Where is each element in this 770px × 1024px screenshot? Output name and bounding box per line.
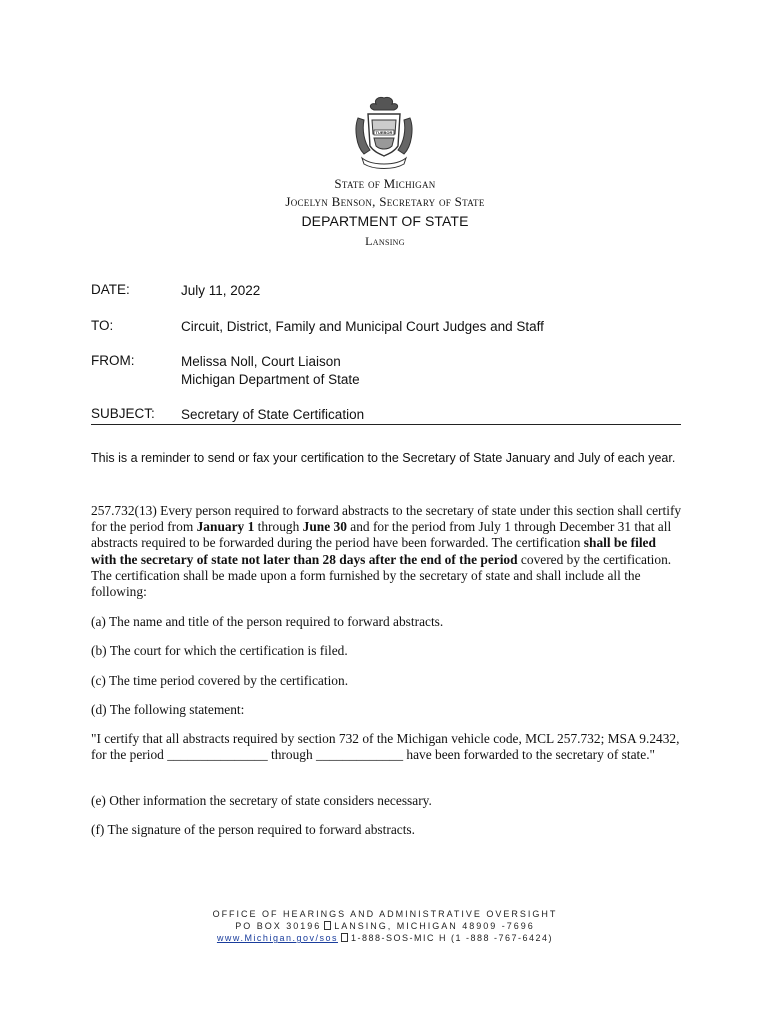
statute-text-1: 257.732(13) Every person required to forward abstracts to the secretary of state under this section shall certify for the period from	[91, 503, 682, 535]
from-label: FROM:	[91, 353, 135, 368]
item-d: (d) The following statement:	[91, 702, 245, 717]
footer-office: OFFICE OF HEARINGS AND ADMINISTRATIVE OVERSIGHT	[212, 909, 558, 919]
to-label: TO:	[91, 318, 114, 333]
item-a: (a) The name and title of the person required to forward abstracts.	[91, 614, 444, 629]
footer-website-link[interactable]: www.Michigan.gov/sos	[216, 933, 338, 943]
letterhead-city: Lansing	[365, 234, 405, 248]
intro-paragraph: This is a reminder to send or fax your certification to the Secretary of State January and July of each year.	[91, 451, 676, 465]
from-value	[181, 353, 360, 389]
certification-statement: "I certify that all abstracts required by section 732 of the Michigan vehicle code, MCL 257.732; MSA 9.2432, for the period _______________ through _____________ have been forwarded to the secretary of state."	[91, 731, 680, 763]
item-f: (f) The signature of the person required to forward abstracts.	[91, 822, 415, 837]
letterhead-state: State of Michigan	[334, 176, 436, 191]
to-value: Circuit, District, Family and Municipal Court Judges and Staff	[181, 319, 544, 334]
statute-text-2: through	[254, 519, 303, 535]
statute-bold-1: January 1	[196, 519, 255, 535]
footer-contact	[0, 933, 770, 943]
from-line-1: Melissa Noll, Court Liaison	[181, 354, 341, 369]
subject-label: SUBJECT:	[91, 406, 155, 421]
item-c: (c) The time period covered by the certification.	[91, 673, 349, 688]
footer-address	[0, 921, 770, 931]
item-b: (b) The court for which the certification is filed.	[91, 643, 348, 658]
footer-city: LANSING, MICHIGAN 48909 -7696	[334, 921, 535, 931]
footer-phone: 1-888-SOS-MIC H (1 -888 -767-6424)	[350, 933, 554, 943]
subject-value: Secretary of State Certification	[181, 407, 365, 422]
letterhead-secretary: Jocelyn Benson, Secretary of State	[285, 194, 485, 209]
header-divider	[91, 424, 681, 425]
item-e: (e) Other information the secretary of state considers necessary.	[91, 793, 432, 808]
statute-text-4: covered by the certification. The certification shall be made upon a form furnished by the secretary of state and shall include all the following:	[91, 551, 672, 600]
state-seal	[348, 94, 420, 170]
letterhead-department: DEPARTMENT OF STATE	[301, 213, 469, 229]
separator-box-icon	[341, 933, 348, 942]
date-label: DATE:	[91, 282, 130, 297]
date-value: July 11, 2022	[181, 283, 261, 298]
michigan-seal-icon	[348, 94, 420, 170]
statute-bold-2: June 30	[302, 519, 347, 535]
separator-box-icon	[324, 921, 331, 930]
statute-text-3: and for the period from July 1 through December 31 that all abstracts required to be forwarded during the period have been forwarded. The certification	[91, 519, 672, 551]
from-line-2: Michigan Department of State	[181, 372, 360, 387]
statute-paragraph	[91, 503, 683, 600]
statute-bold-3: shall be filed with the secretary of state not later than 28 days after the end of the period	[91, 535, 656, 567]
seal-motto: TUEBOR	[375, 130, 393, 135]
footer-po-box: PO BOX 30196	[235, 921, 322, 931]
